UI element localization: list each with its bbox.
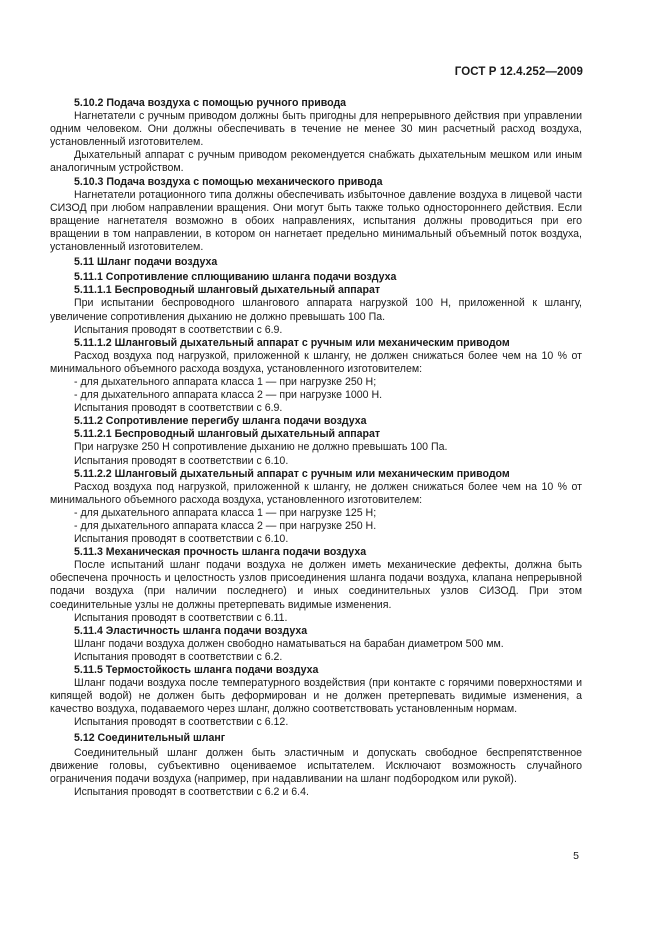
document-code: ГОСТ Р 12.4.252—2009 xyxy=(454,66,583,78)
section-heading: 5.10.2 Подача воздуха с помощью ручного привода xyxy=(74,97,347,109)
paragraph: Расход воздуха под нагрузкой, приложенной к шлангу, не должен снижаться более чем на 10 % от минимального объемного расхода воздуха, установленного изготовителем: xyxy=(50,480,582,506)
document-body xyxy=(50,97,582,799)
section-heading: 5.11.1.1 Беспроводный шланговый дыхательный аппарат xyxy=(74,284,381,297)
section-heading: 5.11.2.2 Шланговый дыхательный аппарат с ручным или механическим приводом xyxy=(74,467,510,480)
paragraph: Соединительный шланг должен быть эластичным и допускать свободное беспрепятственное движение головы, субъективно оцениваемое испытателем. Исключают возможность случайного ограничения подачи воздуха (например, при надавливании на шланг подбородком или рукой). xyxy=(50,746,582,785)
section-heading: 5.11 Шланг подачи воздуха xyxy=(74,256,218,269)
paragraph: Шланг подачи воздуха должен свободно наматываться на барабан диаметром 500 мм. xyxy=(74,637,504,650)
list-item: - для дыхательного аппарата класса 2 — при нагрузке 1000 Н. xyxy=(74,389,383,402)
paragraph: Дыхательный аппарат с ручным приводом рекомендуется снабжать дыхательным мешком или иным аналогичным устройством. xyxy=(50,149,582,175)
section-heading: 5.12 Соединительный шланг xyxy=(74,731,226,744)
list-item: - для дыхательного аппарата класса 2 — при нагрузке 250 Н. xyxy=(74,520,377,532)
paragraph: Расход воздуха под нагрузкой, приложенной к шлангу, не должен снижаться более чем на 10 % от минимального объемного расхода воздуха, установленного изготовителем: xyxy=(50,349,582,375)
paragraph: Испытания проводят в соответствии с 6.2 и 6.4. xyxy=(74,785,309,798)
section-heading: 5.11.3 Механическая прочность шланга подачи воздуха xyxy=(74,546,367,559)
section-heading: 5.11.4 Эластичность шланга подачи воздуха xyxy=(74,624,308,637)
paragraph: Испытания проводят в соответствии с 6.9. xyxy=(74,323,283,336)
section-heading: 5.11.2.1 Беспроводный шланговый дыхательный аппарат xyxy=(74,428,381,441)
section-heading: 5.11.1 Сопротивление сплющиванию шланга подачи воздуха xyxy=(74,271,397,284)
paragraph: Испытания проводят в соответствии с 6.10. xyxy=(74,533,289,546)
page-number: 5 xyxy=(573,850,579,862)
paragraph: После испытаний шланг подачи воздуха не должен иметь механические дефекты, должна быть обеспечена прочность и целостность узлов присоединения шланга подачи воздуха, клапана непрерывной подачи воздуха (при наличии последнего) и иных соединительных узлов СИЗОД. При этом соединительные узлы не должны претерпевать видимые изменения. xyxy=(50,559,582,611)
section-heading: 5.11.5 Термостойкость шланга подачи воздуха xyxy=(74,664,319,677)
paragraph: Испытания проводят в соответствии с 6.11. xyxy=(74,611,288,624)
paragraph: Испытания проводят в соответствии с 6.9. xyxy=(74,402,283,415)
paragraph: Нагнетатели с ручным приводом должны быть пригодны для непрерывного действия при управлении одним человеком. Они должны обеспечивать в течение не менее 30 мин расчетный расход воздуха, установленный изготовителем. xyxy=(50,110,582,149)
paragraph: Испытания проводят в соответствии с 6.2. xyxy=(74,650,283,663)
paragraph: При нагрузке 250 Н сопротивление дыханию не должно превышать 100 Па. xyxy=(74,441,448,454)
paragraph: При испытании беспроводного шлангового аппарата нагрузкой 100 Н, приложенной к шлангу, увеличение сопротивления дыханию не должно превышать 100 Па. xyxy=(50,297,582,323)
paragraph: Испытания проводят в соответствии с 6.12. xyxy=(74,716,289,729)
section-heading: 5.10.3 Подача воздуха с помощью механического привода xyxy=(74,175,383,188)
list-item: - для дыхательного аппарата класса 1 — при нагрузке 250 Н; xyxy=(74,375,377,388)
paragraph: Испытания проводят в соответствии с 6.10. xyxy=(74,454,289,467)
paragraph: Шланг подачи воздуха после температурного воздействия (при контакте с горячими поверхностями и кипящей водой) не должен быть деформирован и не должен претерпевать видимые изменения, а качество воздуха, подаваемого через шланг, должно соответствовать установленным нормам. xyxy=(50,677,582,716)
list-item: - для дыхательного аппарата класса 1 — при нагрузке 125 Н; xyxy=(74,506,377,519)
section-heading: 5.11.1.2 Шланговый дыхательный аппарат с ручным или механическим приводом xyxy=(74,336,510,349)
section-heading: 5.11.2 Сопротивление перегибу шланга подачи воздуха xyxy=(74,415,367,428)
paragraph: Нагнетатели ротационного типа должны обеспечивать избыточное давление воздуха в лицевой части СИЗОД при любом направлении вращения. Они могут быть также только одностороннего действия. Если вращение нагнетателя возможно в обоих направлениях, испытания должны проводиться при его вращении в том направлении, в котором он нагнетает предельно минимальный объемный поток воздуха, установленный изготовителем. xyxy=(50,188,582,254)
